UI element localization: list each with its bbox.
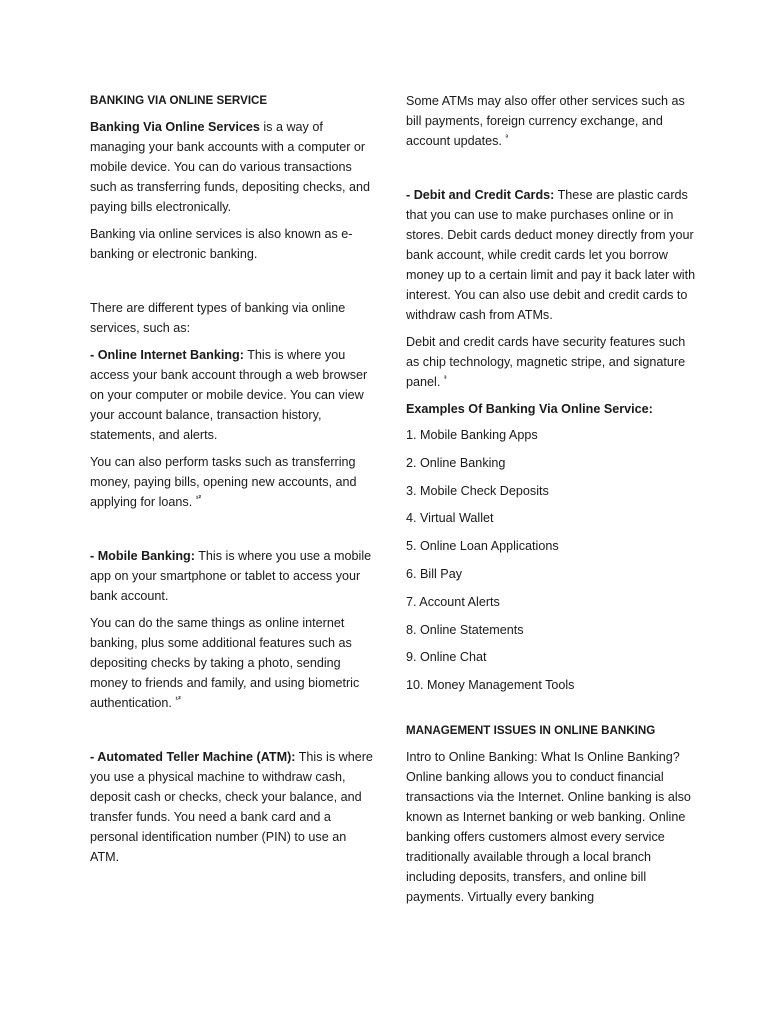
list-item: 9. Online Chat bbox=[406, 650, 487, 665]
list-item: 1. Mobile Banking Apps bbox=[406, 428, 538, 442]
atm-more-text: Some ATMs may also offer other services such as bill payments, foreign currency exchange, and account updates. bbox=[406, 94, 685, 148]
atm-text: This is where you use a physical machine to withdraw cash, deposit cash or checks, check your balance, and transfer funds. You need a bank card and a personal identification number (PIN) to use an ATM. bbox=[90, 750, 373, 864]
mobile-banking-more bbox=[90, 613, 375, 713]
mobile-banking-text: This is where you use a mobile app on your smartphone or tablet to access your bank account. bbox=[90, 549, 372, 603]
cards-label: - Debit and Credit Cards: bbox=[406, 188, 555, 202]
cards-paragraph bbox=[406, 185, 696, 325]
list-item: 2. Online Banking bbox=[406, 455, 506, 470]
list-item: 5. Online Loan Applications bbox=[406, 539, 559, 554]
reference-marker: ¹² bbox=[195, 493, 202, 503]
atm-more-paragraph bbox=[406, 91, 696, 151]
management-paragraph: Intro to Online Banking: What Is Online Banking? Online banking allows you to conduct financial transactions via the Internet. Online banking is also known as Internet banking or web banking. Online banking offers customers almost every service traditionally available through a local branch including deposits, transfers, and online bill payments. Virtually every banking bbox=[406, 749, 691, 904]
internet-banking-label: - Online Internet Banking: bbox=[90, 348, 244, 362]
right-column bbox=[406, 91, 696, 914]
left-column bbox=[90, 91, 375, 874]
list-item: 6. Bill Pay bbox=[406, 566, 462, 581]
internet-banking-text: This is where you access your bank account through a web browser on your computer or mobile device. You can view your account balance, transaction history, statements, and alerts. bbox=[90, 348, 368, 442]
reference-marker: ³ bbox=[443, 373, 447, 383]
management-title: MANAGEMENT ISSUES IN ONLINE BANKING bbox=[406, 723, 656, 737]
section-title: BANKING VIA ONLINE SERVICE bbox=[90, 94, 268, 107]
list-item: 10. Money Management Tools bbox=[406, 678, 575, 693]
reference-marker: ³ bbox=[505, 132, 509, 142]
types-intro-paragraph: There are different types of banking via online services, such as: bbox=[90, 301, 346, 335]
atm-label: - Automated Teller Machine (ATM): bbox=[90, 750, 296, 764]
list-item: 4. Virtual Wallet bbox=[406, 511, 494, 526]
cards-more-paragraph bbox=[406, 332, 696, 392]
aka-paragraph: Banking via online services is also known as e-banking or electronic banking. bbox=[90, 227, 353, 261]
internet-banking-paragraph bbox=[90, 345, 375, 445]
atm-paragraph bbox=[90, 747, 375, 867]
cards-text: These are plastic cards that you can use to make purchases online or in stores. Debit cards deduct money directly from your bank account, while credit cards let you borrow money up to a certain limit and pay it back later with interest. You can also use debit and credit cards to withdraw cash from ATMs. bbox=[406, 188, 696, 322]
intro-paragraph bbox=[90, 117, 375, 217]
intro-term: Banking Via Online Services bbox=[90, 120, 260, 134]
reference-marker: ¹² bbox=[175, 694, 181, 704]
cards-more-text: Debit and credit cards have security features such as chip technology, magnetic stripe, and signature panel. bbox=[406, 335, 686, 389]
list-item: 3. Mobile Check Deposits bbox=[406, 483, 549, 498]
intro-text: is a way of managing your bank accounts with a computer or mobile device. You can do various transactions such as transferring funds, depositing checks, and paying bills electronically. bbox=[90, 120, 371, 214]
internet-banking-more bbox=[90, 452, 375, 512]
examples-title: Examples Of Banking Via Online Service: bbox=[406, 402, 653, 416]
list-item: 7. Account Alerts bbox=[406, 594, 500, 609]
internet-banking-more-text: You can also perform tasks such as transferring money, paying bills, opening new accounts, and applying for loans. bbox=[90, 455, 357, 509]
mobile-banking-paragraph bbox=[90, 546, 375, 606]
mobile-banking-label: - Mobile Banking: bbox=[90, 549, 195, 563]
list-item: 8. Online Statements bbox=[406, 622, 524, 637]
mobile-banking-more-text: You can do the same things as online internet banking, plus some additional features such as depositing checks by taking a photo, sending money to friends and family, and using biometric authentication. bbox=[90, 616, 360, 710]
examples-list bbox=[406, 425, 696, 703]
